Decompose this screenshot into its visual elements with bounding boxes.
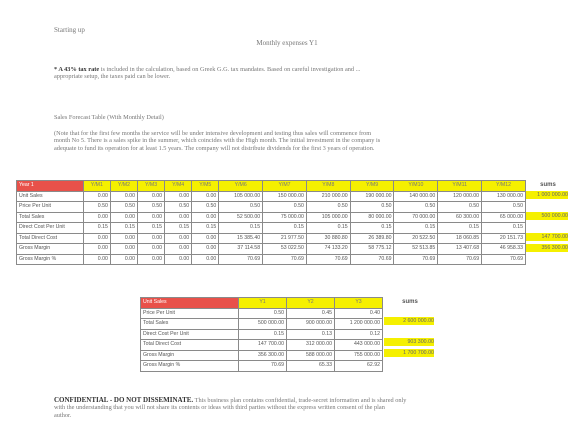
table-row: [17, 244, 526, 255]
table-cell: 0.13: [287, 329, 335, 340]
table-cell: 0.15: [263, 223, 307, 234]
table-cell: 105 000.00: [306, 212, 350, 223]
confidential-line2: with the understanding that you will not share its contents or ideas with third parties without the express written consent of the plan: [54, 404, 385, 412]
row-label: Direct Cost Per Unit: [141, 329, 239, 340]
table-cell: 60 300.00: [438, 212, 482, 223]
forecast-note-line3: adequate to fund its operation for at least 1.5 years. The company will not distribute dividends for the first 3 years of operation.: [54, 144, 375, 152]
row-label: Gross Margin %: [141, 361, 239, 372]
confidential-bold: CONFIDENTIAL - DO NOT DISSEMINATE.: [54, 396, 194, 404]
table-cell: 0.45: [287, 308, 335, 319]
table-cell: 0.15: [83, 223, 110, 234]
table-cell: 0.15: [306, 223, 350, 234]
table-cell: 500 000.00: [239, 319, 287, 330]
table-cell: 70.69: [438, 254, 482, 265]
table-cell: 0.50: [219, 202, 263, 213]
table-cell: 58 775.12: [350, 244, 394, 255]
month-header: Y/M1: [83, 181, 110, 192]
tax-note-bold: * A 43% tax rate: [54, 66, 100, 73]
summary-sums-header: sums: [402, 299, 418, 305]
table-cell: 130 000.00: [482, 191, 526, 202]
table-row: [141, 340, 383, 351]
forecast-title: Sales Forecast Table (With Monthly Detail): [54, 114, 164, 121]
table-cell: 105 000.00: [219, 191, 263, 202]
month-header: Y/M12: [482, 181, 526, 192]
sum-cell: 356 300.00: [526, 244, 568, 252]
table-cell: 0.15: [110, 223, 137, 234]
row-label: Unit Sales: [17, 191, 84, 202]
table-cell: 65.33: [287, 361, 335, 372]
row-label: Total Sales: [141, 319, 239, 330]
sum-cell: 1 700 700.00: [384, 349, 434, 357]
table-cell: 0.15: [239, 329, 287, 340]
month-header: Y/M7: [263, 181, 307, 192]
table-cell: 80 000.00: [350, 212, 394, 223]
table-cell: 0.50: [438, 202, 482, 213]
table-cell: 62.92: [335, 361, 383, 372]
table-cell: 70.69: [219, 254, 263, 265]
table-cell: 0.50: [263, 202, 307, 213]
table-cell: 30 880.80: [306, 233, 350, 244]
table-cell: 1 200 000.00: [335, 319, 383, 330]
page-title: Monthly expenses Y1: [256, 39, 318, 47]
table-cell: 120 000.00: [438, 191, 482, 202]
table-row: [17, 191, 526, 202]
table-cell: 65 000.00: [482, 212, 526, 223]
monthly-forecast-table: [16, 180, 526, 265]
yearly-summary-table: [140, 297, 383, 372]
monthly-header-row: [17, 181, 526, 192]
table-cell: 21 977.50: [263, 233, 307, 244]
table-row: [17, 223, 526, 234]
row-label: Total Sales: [17, 212, 84, 223]
table-cell: 147 700.00: [239, 340, 287, 351]
year-header: Y3: [335, 298, 383, 309]
table-cell: 37 114.58: [219, 244, 263, 255]
table-row: [17, 212, 526, 223]
table-cell: 588 000.00: [287, 350, 335, 361]
table-cell: 900 000.00: [287, 319, 335, 330]
row-label: Direct Cost Per Unit: [17, 223, 84, 234]
year-header: Y2: [287, 298, 335, 309]
table-cell: 70.69: [239, 361, 287, 372]
table-cell: 0.00: [137, 233, 164, 244]
table-cell: 0.00: [110, 212, 137, 223]
monthly-header-label: Year 1: [17, 181, 84, 192]
sum-cell: 500 000.00: [526, 212, 568, 220]
table-cell: 0.50: [306, 202, 350, 213]
tax-note-line2: appropriate setup, the taxes paid can be lower.: [54, 73, 171, 81]
table-cell: 0.15: [137, 223, 164, 234]
table-cell: 52 500.00: [219, 212, 263, 223]
sum-cell: 1 000 000.00: [526, 191, 568, 199]
table-cell: 0.00: [137, 191, 164, 202]
table-cell: 150 000.00: [263, 191, 307, 202]
table-cell: 20 522.50: [394, 233, 438, 244]
table-cell: 210 000.00: [306, 191, 350, 202]
month-header: Y/M3: [137, 181, 164, 192]
table-cell: 70.69: [394, 254, 438, 265]
sum-cell: [526, 223, 568, 234]
sum-cell: [526, 202, 568, 213]
month-header: Y/M5: [192, 181, 219, 192]
table-cell: 0.00: [137, 254, 164, 265]
tax-note-text: is included in the calculation, based on Greek G.G. tax mandates. Based on careful investigation and ...: [99, 66, 361, 73]
sum-cell: 903 300.00: [384, 338, 434, 346]
table-cell: 0.00: [110, 254, 137, 265]
table-cell: 0.00: [192, 212, 219, 223]
table-cell: 0.50: [110, 202, 137, 213]
table-cell: 0.00: [137, 212, 164, 223]
month-header: Y/M4: [165, 181, 192, 192]
confidential-notice: [54, 397, 534, 419]
table-cell: 0.15: [350, 223, 394, 234]
table-cell: 53 022.50: [263, 244, 307, 255]
table-cell: 0.50: [350, 202, 394, 213]
sum-cell: 147 700.00: [526, 233, 568, 241]
table-row: [17, 254, 526, 265]
table-row: [141, 329, 383, 340]
table-cell: 356 300.00: [239, 350, 287, 361]
table-cell: 0.00: [110, 191, 137, 202]
table-cell: 0.00: [165, 244, 192, 255]
table-cell: 0.00: [165, 212, 192, 223]
table-cell: 0.15: [394, 223, 438, 234]
table-cell: 26 389.80: [350, 233, 394, 244]
table-cell: 0.50: [239, 308, 287, 319]
forecast-note-line2: month No 5. There is a sales spike in the summer, which coincides with the High month. The initial investment in the company is: [54, 137, 381, 145]
sum-cell: 2 600 000.00: [384, 317, 434, 325]
row-label: Gross Margin %: [17, 254, 84, 265]
table-cell: 0.50: [192, 202, 219, 213]
month-header: Y/M9: [350, 181, 394, 192]
tax-note: [54, 66, 524, 81]
table-cell: 443 000.00: [335, 340, 383, 351]
table-cell: 0.00: [192, 254, 219, 265]
table-cell: 13 407.68: [438, 244, 482, 255]
summary-header-row: [141, 298, 383, 309]
table-row: [141, 361, 383, 372]
row-label: Gross Margin: [17, 244, 84, 255]
row-label: Total Direct Cost: [141, 340, 239, 351]
table-cell: 0.00: [110, 244, 137, 255]
year-header: Y1: [239, 298, 287, 309]
table-cell: 0.00: [192, 233, 219, 244]
table-row: [17, 202, 526, 213]
table-cell: 0.50: [83, 202, 110, 213]
row-label: Total Direct Cost: [17, 233, 84, 244]
table-cell: 0.00: [83, 191, 110, 202]
table-cell: 312 000.00: [287, 340, 335, 351]
table-cell: 0.50: [394, 202, 438, 213]
confidential-line3: author.: [54, 411, 72, 419]
table-cell: 0.15: [438, 223, 482, 234]
table-cell: 0.00: [83, 233, 110, 244]
table-cell: 0.15: [482, 223, 526, 234]
table-row: [141, 308, 383, 319]
monthly-sums-column: [526, 191, 568, 265]
table-cell: 70 000.00: [394, 212, 438, 223]
summary-sums-column: [384, 317, 434, 359]
table-cell: 70.69: [482, 254, 526, 265]
table-cell: 0.40: [335, 308, 383, 319]
sum-cell: [526, 254, 568, 265]
table-cell: 0.00: [110, 233, 137, 244]
table-cell: 0.15: [165, 223, 192, 234]
table-cell: 74 133.20: [306, 244, 350, 255]
summary-header-label: Unit Sales: [141, 298, 239, 309]
table-cell: 0.50: [137, 202, 164, 213]
table-cell: 0.00: [137, 244, 164, 255]
table-cell: 15 385.40: [219, 233, 263, 244]
row-label: Gross Margin: [141, 350, 239, 361]
month-header: Y/M10: [394, 181, 438, 192]
month-header: Y/M11: [438, 181, 482, 192]
monthly-sums-header: sums: [540, 182, 556, 188]
forecast-note: [54, 130, 534, 152]
table-cell: 0.15: [192, 223, 219, 234]
table-cell: 0.12: [335, 329, 383, 340]
table-cell: 0.00: [165, 233, 192, 244]
startup-heading: Starting up: [54, 26, 85, 34]
table-cell: 0.00: [83, 254, 110, 265]
forecast-note-line1: (Note that for the first few months the service will be under intensive development and testing thus sales will commence from: [54, 130, 372, 137]
table-cell: 52 513.85: [394, 244, 438, 255]
table-cell: 140 000.00: [394, 191, 438, 202]
table-cell: 70.69: [263, 254, 307, 265]
table-cell: 70.69: [306, 254, 350, 265]
table-cell: 46 958.33: [482, 244, 526, 255]
table-cell: 0.00: [83, 212, 110, 223]
confidential-text: This business plan contains confidential, trade-secret information and is shared only: [193, 397, 407, 404]
table-cell: 0.00: [165, 191, 192, 202]
table-cell: 0.00: [192, 191, 219, 202]
month-header: Y/M8: [306, 181, 350, 192]
row-label: Price Per Unit: [17, 202, 84, 213]
table-cell: 0.00: [192, 244, 219, 255]
table-row: [17, 233, 526, 244]
table-cell: 70.69: [350, 254, 394, 265]
row-label: Price Per Unit: [141, 308, 239, 319]
table-cell: 75 000.00: [263, 212, 307, 223]
sum-cell: [384, 328, 434, 339]
table-cell: 0.00: [165, 254, 192, 265]
table-cell: 0.00: [83, 244, 110, 255]
table-cell: 0.50: [165, 202, 192, 213]
table-cell: 20 151.73: [482, 233, 526, 244]
table-cell: 18 060.85: [438, 233, 482, 244]
table-row: [141, 350, 383, 361]
table-row: [141, 319, 383, 330]
table-cell: 0.50: [482, 202, 526, 213]
table-cell: 0.15: [219, 223, 263, 234]
month-header: Y/M2: [110, 181, 137, 192]
table-cell: 755 000.00: [335, 350, 383, 361]
table-cell: 190 000.00: [350, 191, 394, 202]
month-header: Y/M6: [219, 181, 263, 192]
